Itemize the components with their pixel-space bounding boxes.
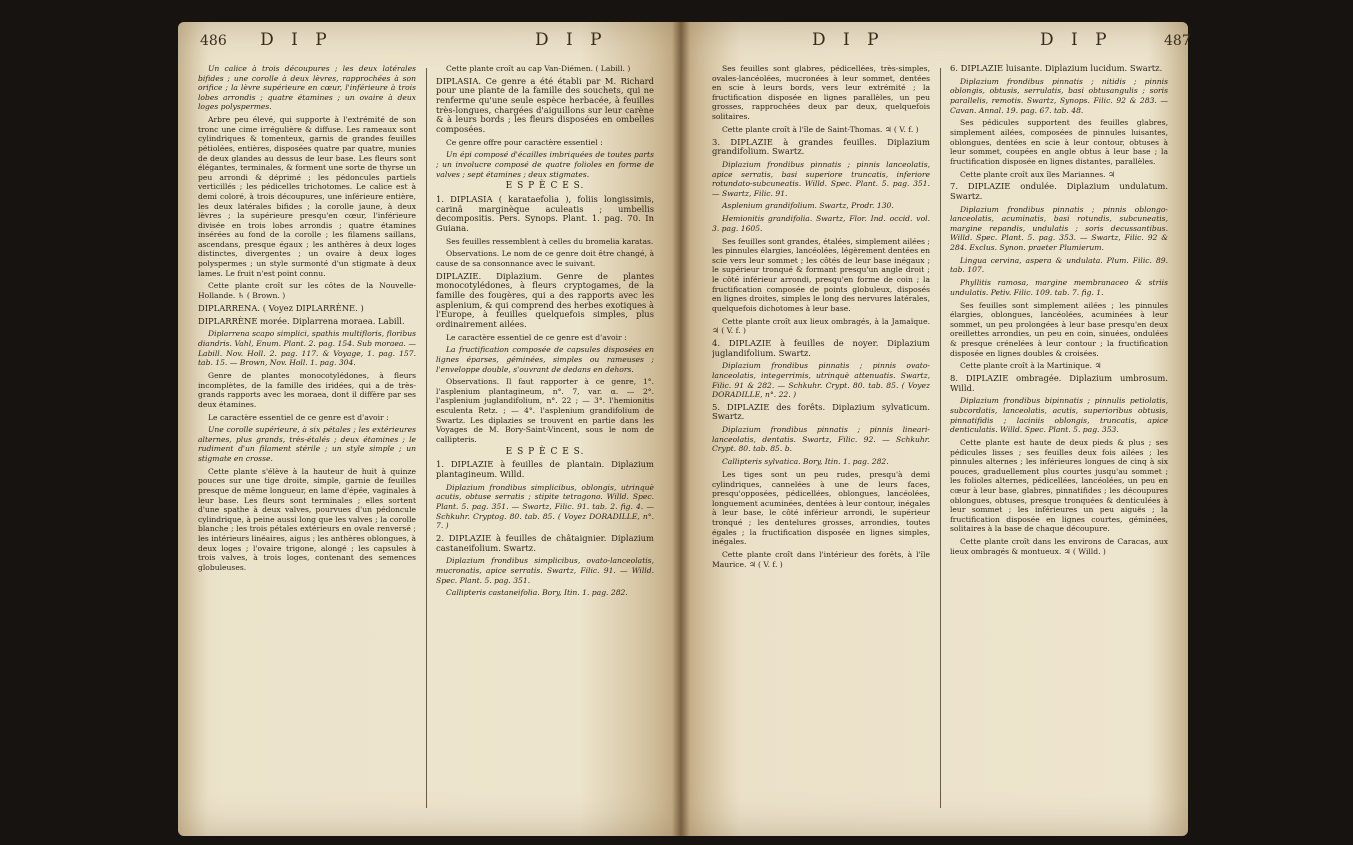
left-page-column-2-paragraph: Diplazium frondibus simplicibus, ovato-lanceolatis, mucronatis, apice serratis. Swartz, Filic. 91. — Willd. Spec. Plant. 5. pag. 351. (436, 556, 654, 585)
left-page-column-2-paragraph: DIPLAZIE. Diplazium. Genre de plantes monocotylédones, à fleurs cryptogames, de la famille des fougères, qui a des rapports avec les asplenium, & qui comprend des herbes exotiques à l'Europe, à feuilles quelquefois simples, plus ordinairement ailées. (436, 270, 654, 329)
left-page-column-2-paragraph: DIPLASIA. Ce genre a été établi par M. Richard pour une plante de la famille des souchets, qui ne renferme qu'une seule espèce herbacée, à feuilles très-longues, chargées d'aiguillons sur leur carène & à leurs bords ; les fleurs disposées en ombelles composées. (436, 75, 654, 134)
left-page-column-1-paragraph: Cette plante croît sur les côtes de la Nouvelle-Hollande. ♄ ( Brown. ) (198, 281, 416, 301)
left-page-column-2-paragraph: Observations. Il faut rapporter à ce genre, 1°. l'asplenium plantagineum, n°. 7, var. α. — 2°. l'asplenium juglandifolium, n°. 22 ; — 3°. l'hemionitis esculenta Retz. ; — 4°. l'asplenium grandifolium de Swartz. Les diplazies se trouvent en partie dans les Voyages de M. Bory-Saint-Vincent, sous le nom de callipteris. (436, 377, 654, 444)
right-running-head-2: D I P (1040, 30, 1113, 50)
left-column-rule (426, 68, 427, 808)
left-page-number: 486 (200, 33, 227, 49)
right-page-column-1-paragraph: Callipteris sylvatica. Bory, Itin. 1. pag. 282. (722, 457, 889, 467)
left-page-column-1-paragraph: DIPLARRENA. ( Voyez DIPLARRÈNE. ) (198, 302, 364, 313)
left-page-column-2 (436, 64, 654, 824)
right-page-column-1-paragraph: 5. DIPLAZIE des forêts. Diplazium sylvaticum. Swartz. (712, 401, 930, 422)
right-page-column-2-paragraph: 6. DIPLAZIE luisante. Diplazium lucidum. Swartz. (950, 64, 1163, 73)
right-page-column-2-paragraph: Diplazium frondibus pinnatis ; nitidis ; pinnis oblongis, obtusis, serrulatis, basi obtusangulis ; soris parallelis, remotis. Swartz, Synops. Filic. 92 & 283. — Cavan. Annal. 19. pag. 67. tab. 48. (950, 76, 1168, 115)
left-page-column-2-paragraph: Callipteris castaneifolia. Bory, Itin. 1. pag. 282. (446, 588, 628, 598)
right-page-column-1-paragraph: Cette plante croît aux lieux ombragés, à la Jamaïque. ♃ ( V. f. ) (712, 316, 930, 336)
right-column-rule (940, 68, 941, 808)
right-page-column-1-paragraph: Cette plante croît à l'île de Saint-Thomas. ♃ ( V. f. ) (722, 124, 919, 134)
left-page-column-2-paragraph: Le caractère essentiel de ce genre est d'avoir : (446, 332, 627, 342)
right-page-number: 487 (1164, 33, 1191, 49)
left-page-column-2-paragraph: Un épi composé d'écailles imbriquées de toutes parts ; un involucre composé de quatre folioles en forme de valves ; sept étamines ; deux stigmates. (436, 150, 654, 179)
right-page-column-1-paragraph: Diplazium frondibus pinnatis ; pinnis lanceolatis, apice serratis, basi superiore truncatis, inferiore rotundato-subcuneatis. Willd. Spec. Plant. 5. pag. 351. — Swartz, Filic. 91. (712, 159, 930, 198)
left-page-column-2-paragraph: Diplazium frondibus simplicibus, oblongis, utrinquè acutis, obtuse serratis ; stipite tetragono. Willd. Spec. Plant. 5. pag. 351. — Swartz, Filic. 91. tab. 2. fig. 4. — Schkuhr. Cryptog. 80. tab. 85. ( Voyez DORADILLE, n°. 7. ) (436, 482, 654, 531)
right-page-column-1-paragraph: Hemionitis grandifolia. Swartz, Flor. Ind. occid. vol. 3. pag. 1605. (712, 214, 930, 233)
left-page-column-2-paragraph: Ses feuilles ressemblent à celles du bromelia karatas. (446, 236, 654, 246)
left-page-column-1-paragraph: Une corolle supérieure, à six pétales ; les extérieures alternes, plus grands, très-étalés ; deux étamines ; le rudiment d'un filament stérile ; un style simple ; un stigmate en crosse. (198, 425, 416, 464)
right-page-column-2-paragraph: Ses pédicules supportent des feuilles glabres, simplement ailées, composées de pinnules luisantes, oblongues, dentées en scie à leur contour, obtuses à leur sommet, coupées en angle obtus à leur base ; la fructification disposée en lignes distantes, parallèles. (950, 118, 1168, 166)
right-page-column-2-paragraph: Ses feuilles sont simplement ailées ; les pinnules élargies, oblongues, lancéolées, acuminées à leur sommet, un peu prolongées à leur base presqu'en deux oreillettes arrondies, un peu en coin, sinuées, ondulées & presque crénelées à leur contour ; la fructification disposée en lignes doubles & croisées. (950, 300, 1168, 358)
right-page-column-2-paragraph: Lingua cervina, aspera & undulata. Plum. Filic. 89. tab. 107. (950, 255, 1168, 275)
left-page-column-1 (198, 64, 416, 824)
right-page-column-1-paragraph: 4. DIPLAZIE à feuilles de noyer. Diplazium juglandifolium. Swartz. (712, 337, 930, 358)
left-page-column-2-paragraph: E S P È C E S. (505, 446, 585, 457)
left-page-column-2-paragraph: E S P È C E S. (505, 181, 585, 192)
right-page-column-1-paragraph: Cette plante croît dans l'intérieur des forêts, à l'île Maurice. ♃ ( V. f. ) (712, 549, 930, 569)
left-page-column-2-paragraph: Cette plante croît au cap Van-Diémen. ( Labill. ) (446, 64, 631, 73)
right-page-column-2-paragraph: Cette plante croît à la Martinique. ♃ (960, 361, 1102, 371)
right-page-column-2-paragraph: Cette plante est haute de deux pieds & plus ; ses pédicules lisses ; ses feuilles deux fois ailées ; les pinnules alternes ; les inférieures longues de cinq à six pouces, graduellement plus courtes jusqu'au sommet ; les folioles alternes, pédicellées, lancéolées, un peu en cœur à leur base, glabres, pinnatifides ; les découpures oblongues, obtuses, presque tronquées & denticulées à leur sommet ; les inférieures un peu aiguës ; la fructification disposée en lignes courtes, géminées, solitaires à la base de chaque découpure. (950, 438, 1168, 534)
left-page-column-1-paragraph: Un calice à trois découpures ; les deux latérales bifides ; une corolle à deux lèvres, rapprochées à son orifice ; la lèvre supérieure en cœur, l'inférieure à trois lobes arrondis ; quatre étamines ; un ovaire à deux loges polyspermes. (198, 64, 416, 112)
right-page-column-1-paragraph: Les tiges sont un peu rudes, presqu'à demi cylindriques, cannelées à une de leurs faces, presqu'opposées, pédicellées, oblongues, lancéolées, longuement acuminées, dentées à leur contour, inégales à leur base, le côté inférieur arrondi, le supérieur tronqué ; les dentelures grosses, arrondies, toutes égales ; la fructification disposée en lignes simples, inégales. (712, 470, 930, 547)
left-page-column-2-paragraph: Ce genre offre pour caractère essentiel : (446, 137, 603, 147)
left-page-column-2-paragraph: 2. DIPLAZIE à feuilles de châtaignier. Diplazium castaneifolium. Swartz. (436, 532, 654, 553)
left-page-column-2-paragraph: 1. DIPLASIA ( karataefolia ), foliis longissimis, carinâ marginèque aculeatis ; umbellis decompositis. Pers. Synops. Plant. 1. pag. 70. In Guiana. (436, 194, 654, 233)
right-page-column-1-paragraph: Asplenium grandifolium. Swartz, Prodr. 130. (722, 201, 894, 211)
right-page-column-2-paragraph: Phyllitis ramosa, margine membranaceo & striis undulatis. Petiv. Filic. 109. tab. 7. fig. 1. (950, 278, 1168, 297)
left-page-column-1-paragraph: Diplarrena scapo simplici, spathis multifloris, floribus diandris. Vahl, Enum. Plant. 2. pag. 154. Sub moraea. — Labill. Nov. Holl. 2. pag. 117. & Voyage, 1. pag. 157. tab. 15. — Brown, Nov. Holl. 1. pag. 304. (198, 329, 416, 368)
left-page-column-1-paragraph: Cette plante s'élève à la hauteur de huit à quinze pouces sur une tige droite, simple, garnie de feuilles presque de même longueur, en lame d'épée, vaginales à leur base. Les fleurs sont terminales ; elles sortent d'une spathe à deux valves, pourvues d'un pédoncule cylindrique, à peine aussi long que les valves ; la corolle blanche ; les trois pétales extérieurs en ovale renversé ; les intérieurs linéaires, aigus ; les anthères oblongues, à deux loges ; l'ovaire trigone, alongé ; les capsules à trois valves, à trois loges, contenant des semences globuleuses. (198, 466, 416, 572)
left-page-column-1-paragraph: Le caractère essentiel de ce genre est d'avoir : (208, 412, 389, 422)
right-page-column-2-paragraph: Diplazium frondibus pinnatis ; pinnis oblongo-lanceolatis, acuminatis, basi rotundis, subcuneatis, margine repandis, undulatis ; soris decussantibus. Willd. Spec. Plant. 5. pag. 353. — Swartz, Filic. 92 & 284. Exclus. Synon. praeter Plumierum. (950, 204, 1168, 253)
left-running-head-2: D I P (535, 30, 608, 50)
left-page-header (200, 30, 333, 58)
right-page-header (1040, 30, 1191, 58)
left-page-column-2-paragraph: 1. DIPLAZIE à feuilles de plantain. Diplazium plantagineum. Willd. (436, 459, 654, 479)
right-page-column-2-paragraph: Cette plante croît aux îles Mariannes. ♃ (960, 169, 1115, 179)
left-running-head-1: D I P (260, 30, 333, 50)
right-page-column-2-paragraph: Diplazium frondibus bipinnatis ; pinnulis petiolatis, subcordatis, lanceolatis, acutis, superioribus obtusis, pinnatifidis ; laciniis oblongis, truncatis, apice denticulatis. Willd. Spec. Plant. 5. pag. 353. (950, 396, 1168, 435)
left-page-column-1-paragraph: Genre de plantes monocotylédones, à fleurs incomplètes, de la famille des iridées, qui a de très-grands rapports avec les moraea, dont il diffère par ses deux étamines. (198, 370, 416, 409)
right-page-column-1-paragraph: Diplazium frondibus pinnatis ; pinnis lineari-lanceolatis, dentatis. Swartz, Filic. 92. — Schkuhr. Crypt. 80. tab. 85. b. (712, 425, 930, 454)
book-gutter (672, 22, 690, 836)
right-page-column-2-paragraph: 8. DIPLAZIE ombragée. Diplazium umbrosum. Willd. (950, 373, 1168, 393)
right-page-column-1-paragraph: Diplazium frondibus pinnatis ; pinnis ovato-lanceolatis, integerrimis, utrinquè attenuatis. Swartz, Filic. 91 & 282. — Schkuhr. Crypt. 80. tab. 85. ( Voyez DORADILLE, n°. 22. ) (712, 361, 930, 400)
right-page-column-1-paragraph: 3. DIPLAZIE à grandes feuilles. Diplazium grandifolium. Swartz. (712, 136, 930, 157)
left-page-column-1-paragraph: DIPLARRÈNE morée. Diplarrena moraea. Labill. (198, 315, 405, 326)
right-page-column-1-paragraph: Ses feuilles sont grandes, étalées, simplement ailées ; les pinnules élargies, lancéolées, légèrement dentées en scie vers leur sommet ; les côtés de leur base inégaux ; le supérieur tronqué & formant presqu'un angle droit ; le côté inférieur arrondi, presqu'en forme de coin ; la fructification composée de points globuleux, disposés en lignes droites, simples le long des nervures latérales, quelquefois dichotomes à leur base. (712, 236, 930, 313)
right-page-column-1 (712, 64, 930, 824)
left-page-column-2-paragraph: La fructification composée de capsules disposées en lignes éparses, géminées, simples ou rameuses ; l'enveloppe double, s'ouvrant de dedans en dehors. (436, 345, 654, 374)
left-page-column-2-paragraph: Observations. Le nom de ce genre doit être changé, à cause de sa consonnance avec le suivant. (436, 249, 654, 268)
right-running-head-1: D I P (812, 30, 885, 50)
right-page-column-1-paragraph: Ses feuilles sont glabres, pédicellées, très-simples, ovales-lancéolées, mucronées à leur sommet, dentées en scie à leurs bords, vers leur extrémité ; la fructification disposée en lignes parallèles, un peu grosses, rapprochées deux par deux, quelquefois solitaires. (712, 64, 930, 121)
left-page-column-1-paragraph: Arbre peu élevé, qui supporte à l'extrémité de son tronc une cime irrégulière & diffuse. Les rameaux sont cylindriques & tomenteux, garnis de grandes feuilles pétiolées, entières, disposées quatre par quatre, munies de deux glandes au dessus de leur base. Les fleurs sont élégantes, terminales, & forment une sorte de thyrse un peu arrondi & déprimé ; les pédoncules partiels verticillés ; les pédicelles trichotomes. Le calice est à demi coloré, à trois découpures, une inférieure entière, les deux latérales bifides ; la corolle jaune, à deux lèvres ; la supérieure presqu'en cœur, l'inférieure divisée en trois lobes arrondis ; quatre étamines insérées au fond de la corolle ; les filamens saillans, ascendans, presque égaux ; les anthères à deux loges distinctes, divergentes ; un ovaire à deux loges polyspermes ; un style surmonté d'un stigmate à deux lames. Le fruit n'est point connu. (198, 115, 416, 278)
right-page-column-2-paragraph: Cette plante croît dans les environs de Caracas, aux lieux ombragés & montueux. ♃ ( Willd. ) (950, 537, 1168, 556)
right-page-column-2 (950, 64, 1168, 824)
right-page-column-2-paragraph: 7. DIPLAZIE ondulée. Diplazium undulatum. Swartz. (950, 181, 1168, 201)
